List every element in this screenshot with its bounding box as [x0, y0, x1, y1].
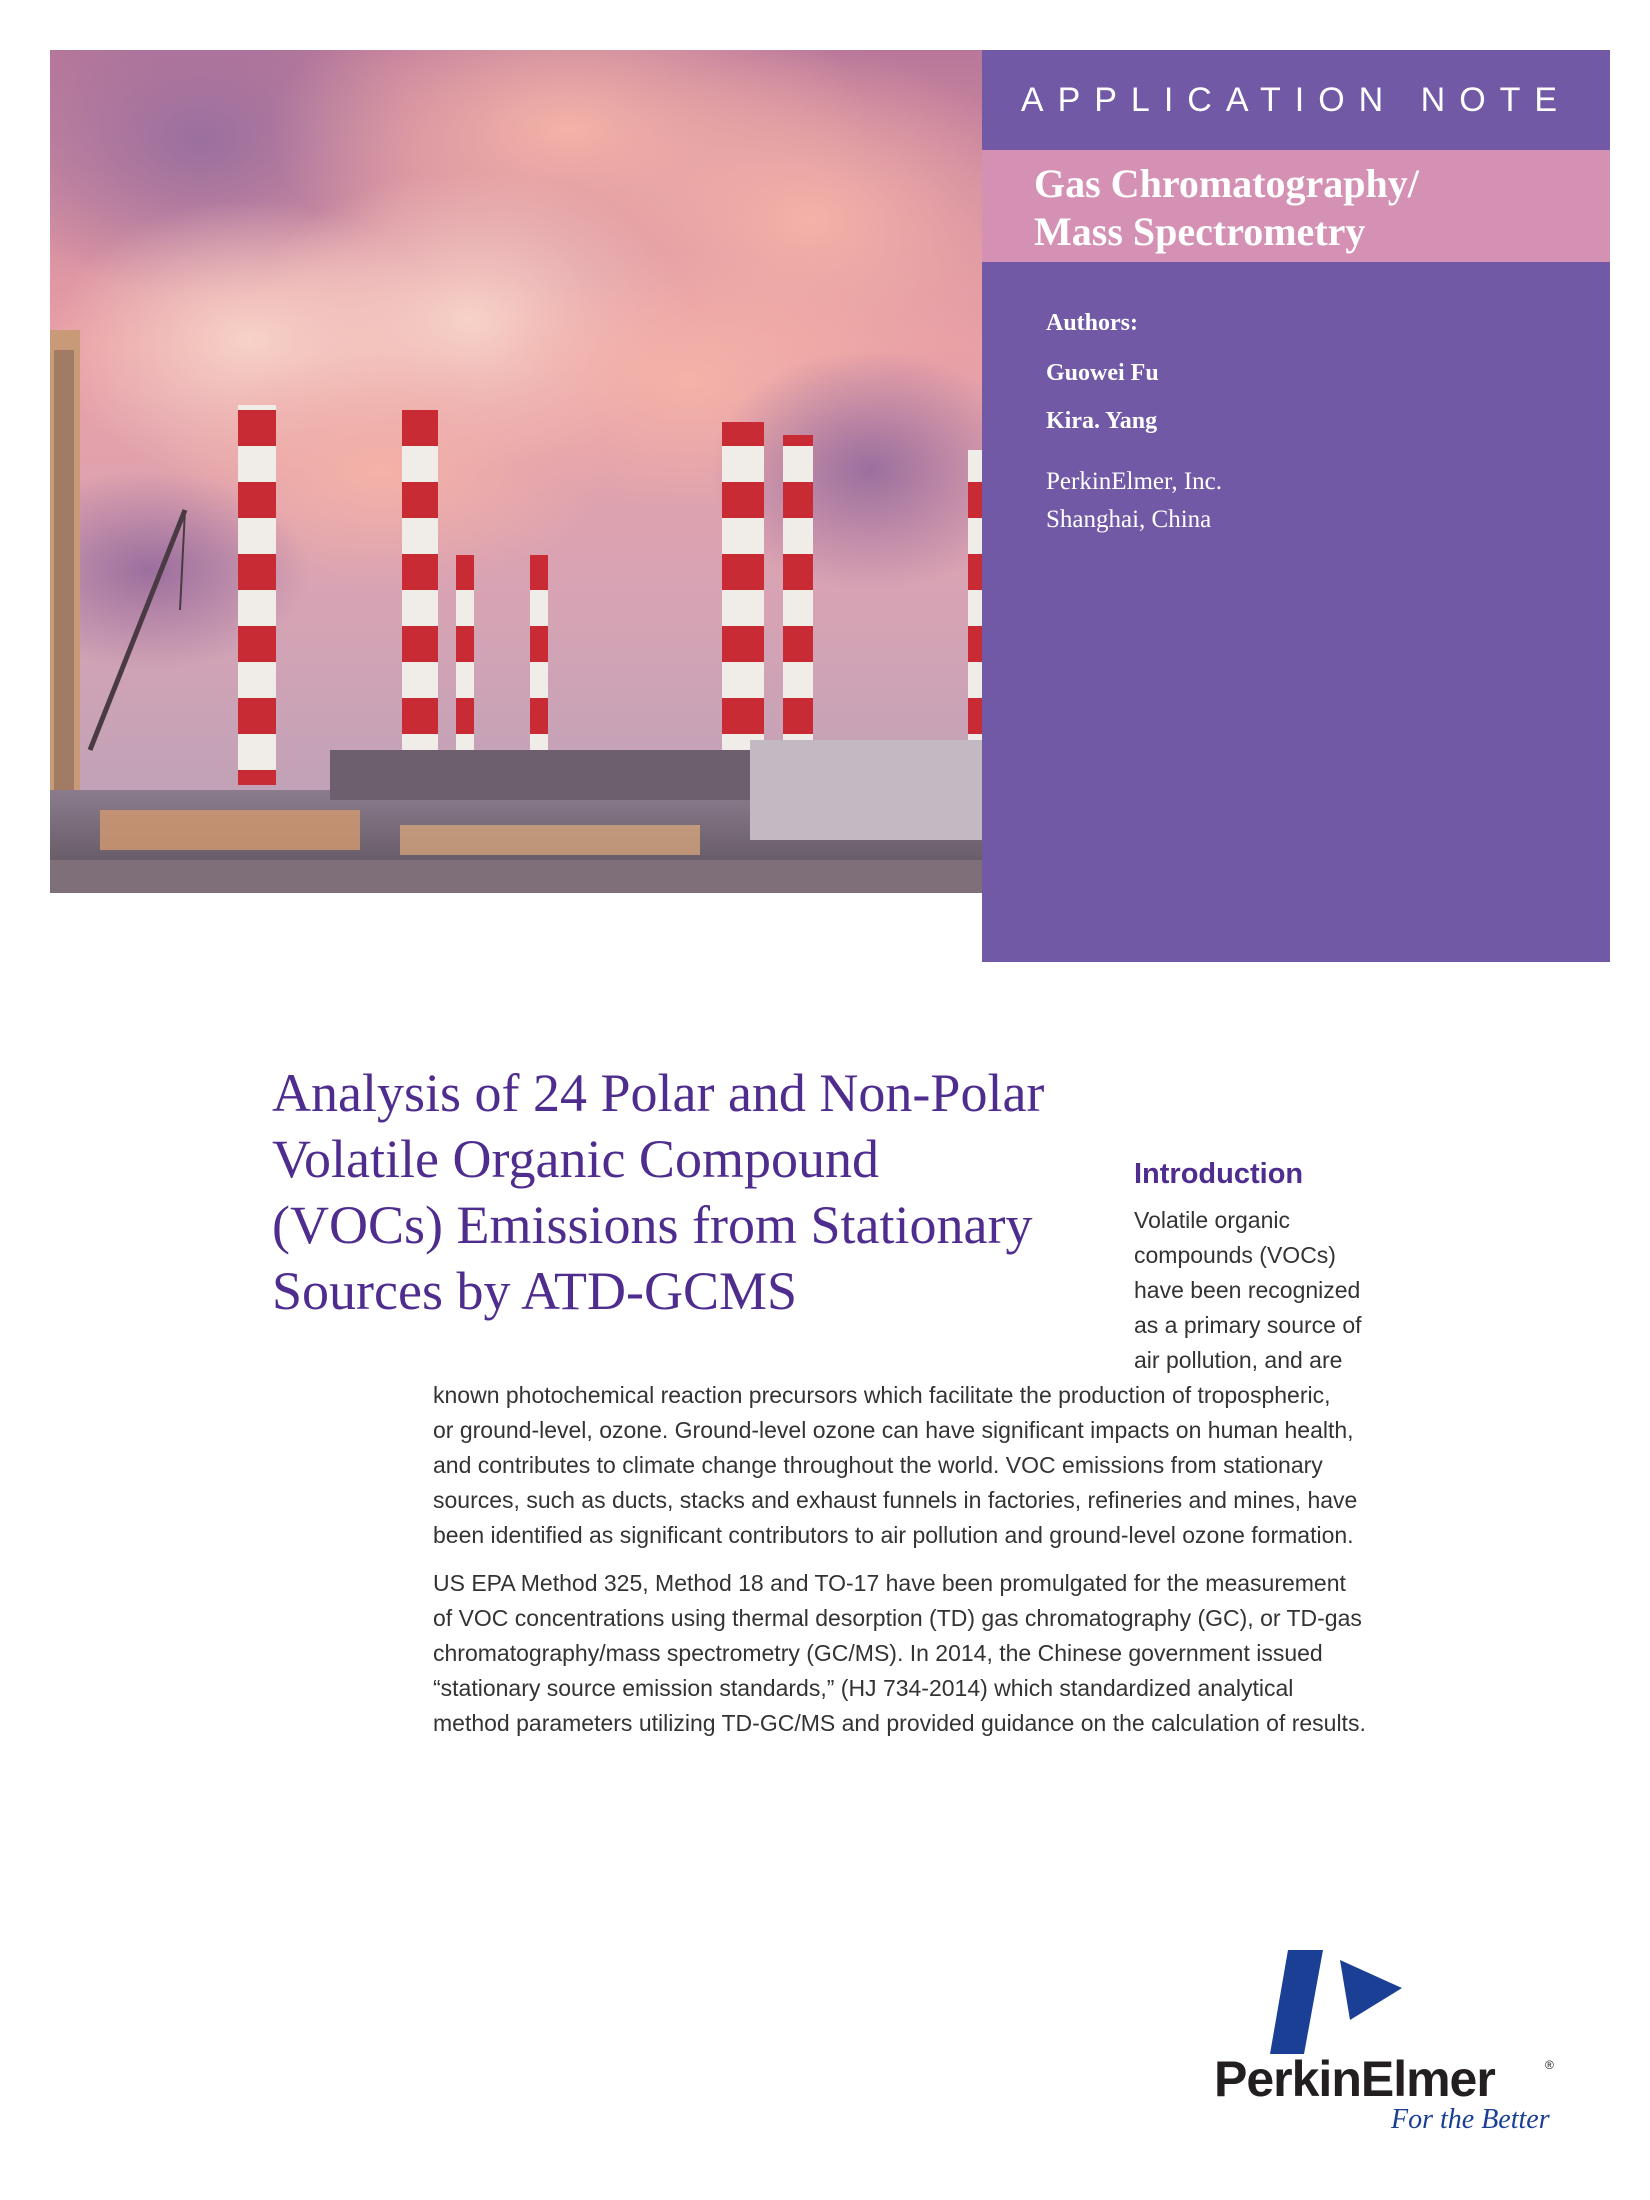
- text-line: known photochemical reaction precursors which facilitate the production of tropospheric,: [433, 1382, 1331, 1408]
- text-line: method parameters utilizing TD-GC/MS and provided guidance on the calculation of results.: [433, 1710, 1366, 1736]
- registered-mark: ®: [1545, 2058, 1554, 2072]
- text-line: been identified as significant contributors to air pollution and ground-level ozone formation.: [433, 1522, 1354, 1548]
- text-line: and contributes to climate change throughout the world. VOC emissions from stationary: [433, 1452, 1323, 1478]
- author-name: Kira. Yang: [1046, 408, 1158, 434]
- category-band: [982, 150, 1610, 262]
- text-line: Volatile organic: [1134, 1207, 1290, 1233]
- text-line: of VOC concentrations using thermal desorption (TD) gas chromatography (GC), or TD-gas: [433, 1605, 1362, 1631]
- introduction-paragraph-continued: [433, 1378, 1393, 1553]
- category-line-1: Gas Chromatography/: [1034, 161, 1419, 206]
- hero-photo: [50, 50, 982, 893]
- text-line: compounds (VOCs): [1134, 1242, 1336, 1268]
- category-line-2: Mass Spectrometry: [1034, 209, 1366, 254]
- title-line: Sources by ATD-GCMS: [272, 1261, 798, 1321]
- introduction-paragraph-start: [1134, 1203, 1404, 1378]
- application-note-badge: APPLICATION NOTE: [1020, 80, 1572, 119]
- title-line: Volatile Organic Compound: [272, 1129, 879, 1189]
- author-name: Guowei Fu: [1046, 360, 1159, 386]
- header-panel: [982, 50, 1610, 962]
- text-line: sources, such as ducts, stacks and exhaust funnels in factories, refineries and mines, have: [433, 1487, 1358, 1513]
- document-title: [272, 1060, 1092, 1324]
- text-line: or ground-level, ozone. Ground-level ozone can have significant impacts on human health,: [433, 1417, 1354, 1443]
- perkinelmer-logo-icon: [1268, 1950, 1408, 2060]
- author-company: PerkinElmer, Inc.: [1046, 468, 1223, 495]
- text-line: have been recognized: [1134, 1277, 1361, 1303]
- text-line: US EPA Method 325, Method 18 and TO-17 have been promulgated for the measurement: [433, 1570, 1346, 1596]
- text-line: “stationary source emission standards,” (HJ 734-2014) which standardized analytical: [433, 1675, 1294, 1701]
- author-location: Shanghai, China: [1046, 506, 1212, 533]
- logo-tagline: For the Better: [1391, 2104, 1550, 2135]
- introduction-paragraph-2: [433, 1566, 1393, 1741]
- text-line: chromatography/mass spectrometry (GC/MS). In 2014, the Chinese government issued: [433, 1640, 1323, 1666]
- logo-wordmark: PerkinElmer: [1214, 2051, 1495, 2107]
- title-line: Analysis of 24 Polar and Non-Polar: [272, 1063, 1045, 1123]
- authors-label: Authors:: [1046, 310, 1139, 336]
- text-line: as a primary source of: [1134, 1312, 1362, 1338]
- introduction-heading: Introduction: [1134, 1158, 1304, 1190]
- text-line: air pollution, and are: [1134, 1347, 1343, 1373]
- title-line: (VOCs) Emissions from Stationary: [272, 1195, 1033, 1255]
